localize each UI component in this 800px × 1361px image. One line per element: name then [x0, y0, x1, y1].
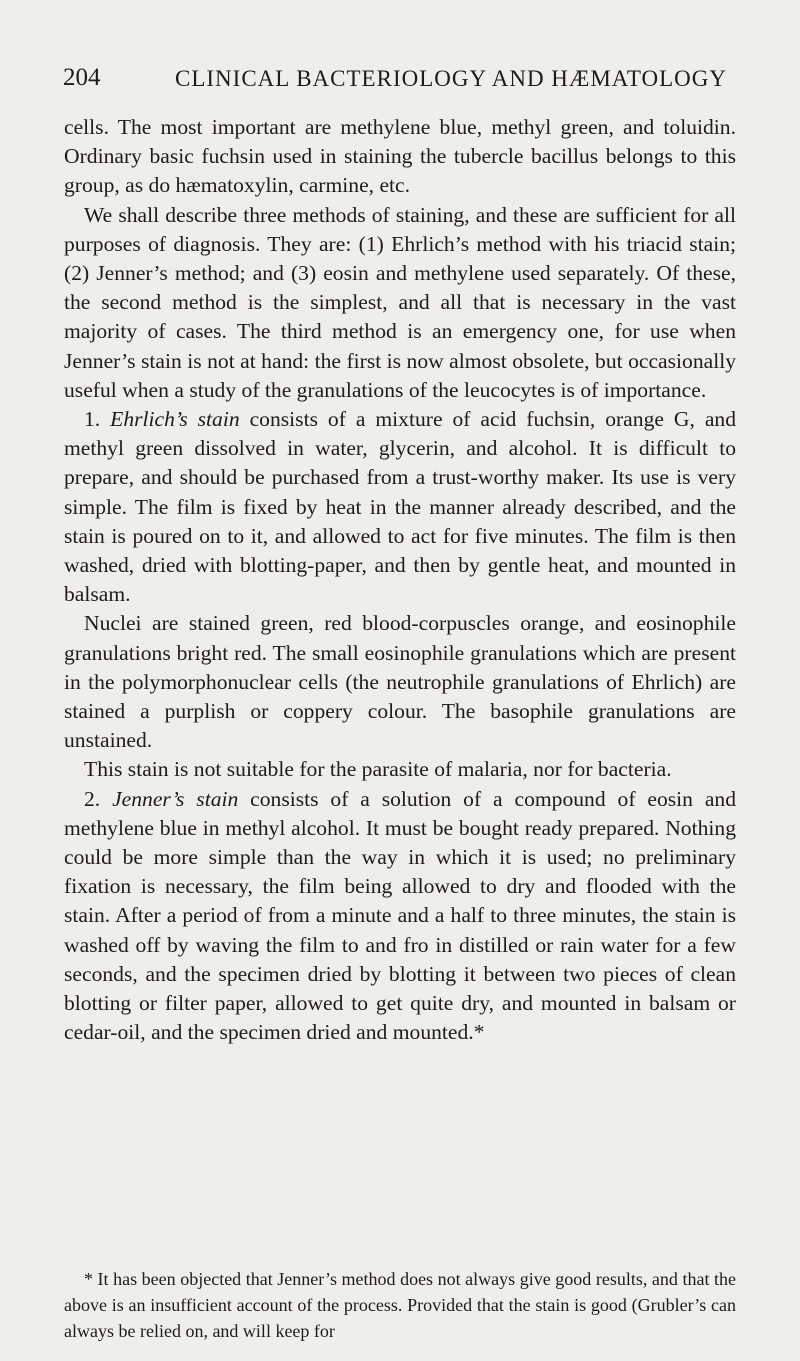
- paragraph-text: We shall describe three methods of staining, and these are sufficient for all purposes of diagnosis. They are: (1) Ehrlich’s method with his triacid stain; (2) Jenner’s method; and (3) eosin and methylene used separately. Of these, the second method is the simplest, and all that is necessary in the vast majority of cases. The third method is an emergency one, for use when Jenner’s stain is not at hand: the first is now almost obsolete, but occasionally useful when a study of the granulations of the leucocytes is of importance.: [64, 202, 736, 402]
- paragraph: [64, 113, 736, 201]
- paragraph: [64, 201, 736, 405]
- paragraph-text: consists of a solution of a compound of eosin and methylene blue in methyl alcohol. It must be bought ready prepared. Nothing could be more simple than the way in which it is used; no preliminary fixation is necessary, the film being allowed to dry and flooded with the stain. After a period of from a minute and a half to three minutes, the stain is washed off by waving the film to and fro in distilled or rain water for a few seconds, and the specimen dried by blotting it between two pieces of clean blotting or filter paper, allowed to get quite dry, and mounted in balsam or cedar-oil, and the specimen dried and mounted.*: [64, 786, 736, 1045]
- footnote: [64, 1266, 736, 1344]
- paragraph-text: cells. The most important are methylene blue, methyl green, and toluidin. Ordinary basic fuchsin used in staining the tubercle bacillus belongs to this group, as do hæmatoxylin, carmine, etc.: [64, 115, 736, 198]
- paragraph: [64, 405, 736, 609]
- stain-name-italic: Ehrlich’s stain: [110, 407, 240, 432]
- stain-name-italic: Jenner’s stain: [112, 786, 239, 811]
- page-number: 204: [63, 64, 101, 91]
- paragraph-text: consists of a mixture of acid fuchsin, orange G, and methyl green dissolved in water, glycerin, and alcohol. It is difficult to prepare, and should be purchased from a trust-worthy maker. Its use is very simple. The film is fixed by heat in the manner already described, and the stain is poured on to it, and allowed to act for five minutes. The film is then washed, dried with blotting-paper, and then by gentle heat, and mounted in balsam.: [64, 407, 736, 607]
- paragraph: [64, 609, 736, 755]
- page-header: [63, 64, 743, 100]
- paragraph: [64, 785, 736, 1048]
- paragraph-text: This stain is not suitable for the parasite of malaria, nor for bacteria.: [84, 757, 672, 782]
- paragraph-text: 2.: [84, 786, 113, 811]
- paragraph: [64, 755, 736, 784]
- paragraph-text: Nuclei are stained green, red blood-corpuscles orange, and eosinophile granulations bright red. The small eosinophile granulations which are present in the polymorphonuclear cells (the neutrophile granulations of Ehrlich) are stained a purplish or coppery colour. The basophile granulations are unstained.: [64, 611, 736, 753]
- body-text: [64, 113, 736, 1048]
- footnote-text: * It has been objected that Jenner’s method does not always give good results, and that the above is an insufficient account of the process. Provided that the stain is good (Grubler’s can always be relied on, and will keep for: [64, 1269, 736, 1341]
- paragraph-text: 1.: [84, 407, 111, 432]
- running-head: CLINICAL BACTERIOLOGY AND HÆMATOLOGY: [175, 66, 727, 91]
